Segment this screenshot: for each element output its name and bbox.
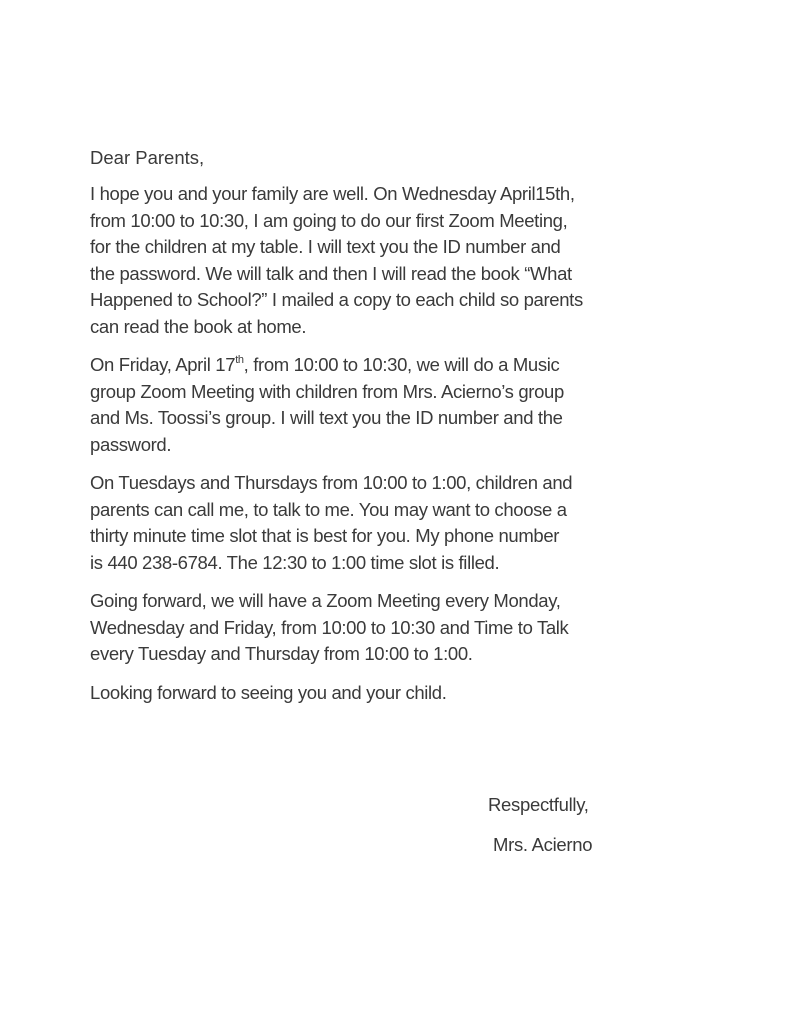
- text-line: the password. We will talk and then I will read the book “What: [90, 262, 572, 284]
- text-line: from 10:00 to 10:30, I am going to do our first Zoom Meeting,: [90, 209, 568, 231]
- text-segment: , from 10:00 to 10:30, we will do a Music: [243, 354, 560, 375]
- text-line: every Tuesday and Thursday from 10:00 to 1:00.: [90, 643, 473, 664]
- paragraph-looking-forward: [90, 680, 710, 707]
- paragraph-going-forward: [90, 588, 710, 668]
- text-line: Wednesday and Friday, from 10:00 to 10:30 and Time to Talk: [90, 616, 569, 638]
- ordinal-superscript: th: [235, 353, 244, 366]
- salutation: Dear Parents,: [90, 147, 205, 168]
- paragraph-phone-calls: [90, 470, 710, 576]
- text-line: Happened to School?” I mailed a copy to each child so parents: [90, 289, 583, 310]
- paragraph-zoom-meeting-wednesday: [90, 181, 710, 340]
- closing-phrase: Respectfully,: [488, 794, 589, 815]
- text-line: group Zoom Meeting with children from Mrs. Acierno’s group: [90, 380, 564, 402]
- text-line: [90, 352, 710, 379]
- signature: Mrs. Acierno: [493, 834, 593, 855]
- text-line: thirty minute time slot that is best for you. My phone number: [90, 525, 560, 546]
- text-line: On Tuesdays and Thursdays from 10:00 to 1:00, children and: [90, 472, 573, 493]
- text-line: password.: [90, 433, 172, 455]
- text-line: parents can call me, to talk to me. You may want to choose a: [90, 498, 567, 520]
- text-segment: On Friday, April 17: [90, 354, 236, 375]
- text-line: Looking forward to seeing you and your child.: [90, 681, 447, 703]
- text-line: and Ms. Toossi’s group. I will text you the ID number and the: [90, 407, 563, 428]
- text-line: I hope you and your family are well. On Wednesday April15th,: [90, 183, 575, 204]
- text-line: can read the book at home.: [90, 315, 307, 337]
- letter-body: [90, 145, 710, 718]
- text-line: for the children at my table. I will text you the ID number and: [90, 236, 561, 257]
- text-line: Going forward, we will have a Zoom Meeting every Monday,: [90, 590, 561, 611]
- paragraph-music-meeting-friday: [90, 352, 710, 458]
- text-line: is 440 238-6784. The 12:30 to 1:00 time slot is filled.: [90, 551, 500, 573]
